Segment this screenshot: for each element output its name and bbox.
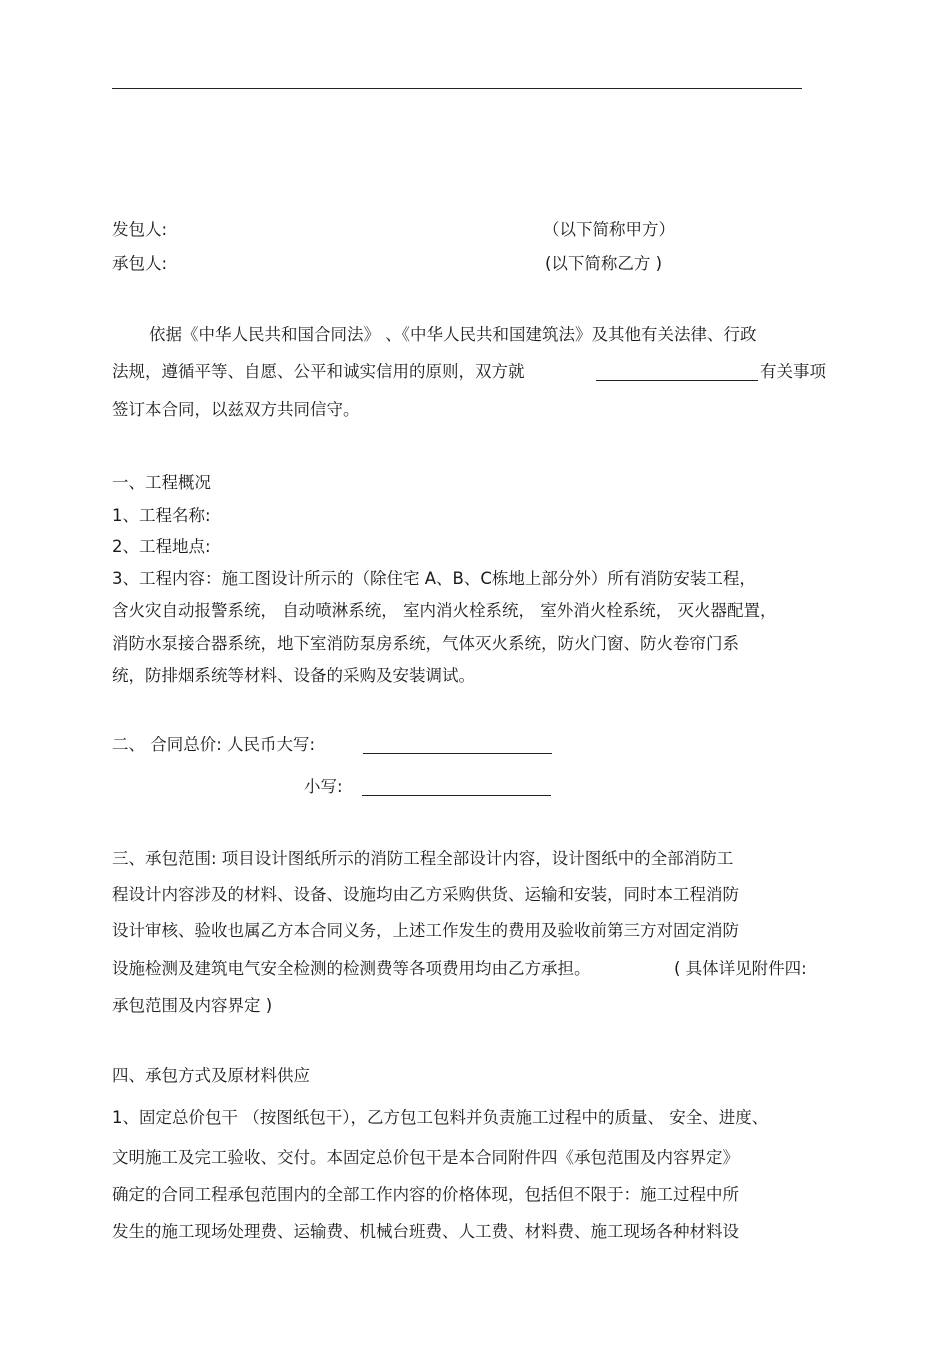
contract-mode-line-4: 发生的施工现场处理费、运输费、机械台班费、人工费、材料费、施工现场各种材料设 — [112, 1222, 739, 1241]
project-blank[interactable] — [596, 364, 758, 381]
price-words-blank[interactable] — [363, 737, 552, 754]
price-figures-blank[interactable] — [362, 779, 551, 796]
section-4-heading: 四、承包方式及原材料供应 — [112, 1066, 310, 1085]
client-note: （以下简称甲方） — [543, 220, 675, 239]
project-location-label: 2、工程地点: — [112, 537, 211, 556]
scope-line-3: 设计审核、验收也属乙方本合同义务，上述工作发生的费用及验收前第三方对固定消防 — [112, 921, 739, 940]
client-label: 发包人: — [112, 220, 168, 239]
project-content-line-2: 含火灾自动报警系统， 自动喷淋系统， 室内消火栓系统， 室外消火栓系统， 灭火器配置， — [112, 601, 777, 620]
contractor-note: (以下简称乙方 ) — [545, 254, 663, 273]
contract-mode-line-3: 确定的合同工程承包范围内的全部工作内容的价格体现，包括但不限于：施工过程中所 — [112, 1185, 739, 1204]
scope-line-5: 承包范围及内容界定 ) — [112, 996, 273, 1015]
section-1-heading: 一、工程概况 — [112, 473, 211, 492]
project-content-line-3: 消防水泵接合器系统，地下室消防泵房系统，气体灭火系统，防火门窗、防火卷帘门系 — [112, 634, 739, 653]
project-content-line-4: 统，防排烟系统等材料、设备的采购及安装调试。 — [112, 666, 475, 685]
intro-line-2-text: 法规，遵循平等、自愿、公平和诚实信用的原则，双方就 — [112, 362, 525, 381]
contract-mode-line-2: 文明施工及完工验收、交付。本固定总价包干是本合同附件四《承包范围及内容界定》 — [112, 1148, 739, 1167]
scope-line-4-note: ( 具体详见附件四: — [674, 959, 807, 978]
price-figures-label: 小写: — [304, 777, 343, 796]
intro-line-2 — [112, 361, 525, 383]
intro-line-1: 依据《中华人民共和国合同法》 、《中华人民共和国建筑法》及其他有关法律、行政 — [149, 325, 757, 344]
scope-line-2: 程设计内容涉及的材料、设备、设施均由乙方采购供货、运输和安装，同时本工程消防 — [112, 885, 739, 904]
project-name-label: 1、工程名称: — [112, 506, 211, 525]
contractor-label: 承包人: — [112, 254, 168, 273]
scope-line-4: 设施检测及建筑电气安全检测的检测费等各项费用均由乙方承担。 — [112, 959, 591, 978]
intro-line-3: 签订本合同，以兹双方共同信守。 — [112, 400, 360, 419]
contract-mode-line-1: 1、固定总价包干 （按图纸包干），乙方包工包料并负责施工过程中的质量、 安全、进度、 — [112, 1108, 769, 1127]
header-rule — [112, 88, 802, 89]
intro-line-2-tail: 有关事项 — [760, 362, 826, 381]
section-2-heading: 二、 合同总价: 人民币大写: — [112, 735, 316, 754]
project-content-line-1: 3、工程内容：施工图设计所示的（除住宅 A、B、C栋地上部分外）所有消防安装工程， — [112, 569, 756, 588]
scope-line-1: 三、承包范围: 项目设计图纸所示的消防工程全部设计内容，设计图纸中的全部消防工 — [112, 849, 734, 868]
